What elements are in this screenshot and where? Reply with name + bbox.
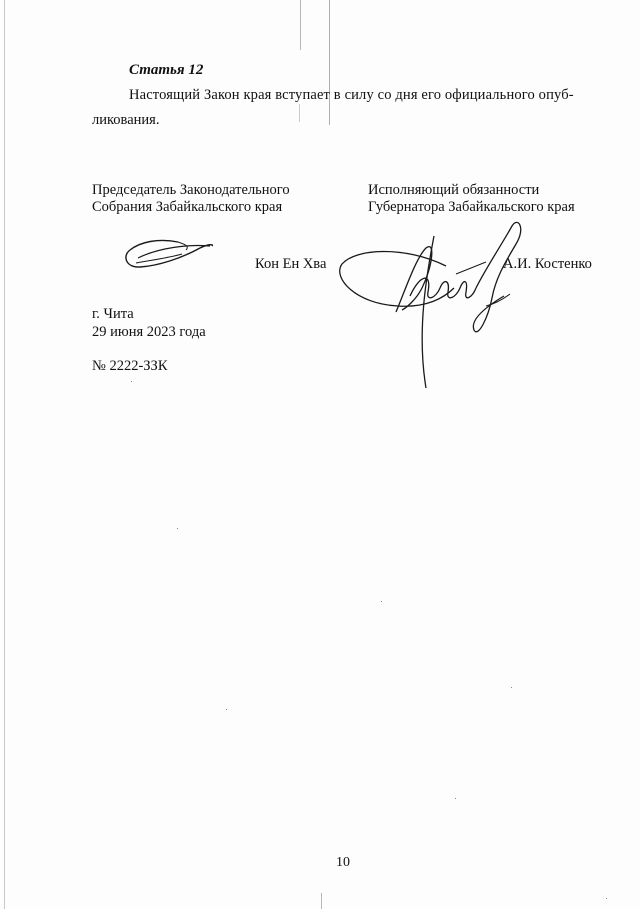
scan-edge-left — [4, 0, 5, 909]
article-text-line-2: ликования. — [92, 112, 160, 128]
article-text-line-1: Настоящий Закон края вступает в силу со дня его официального опуб- — [129, 87, 574, 103]
right-signatory-title — [368, 182, 575, 216]
scan-fold-line-bottom — [321, 893, 322, 909]
scan-speck — [606, 898, 607, 899]
scan-fold-line-top-2 — [329, 0, 330, 125]
place-and-date — [92, 305, 206, 341]
scan-fold-line-top — [300, 0, 301, 50]
signing-date: 29 июня 2023 года — [92, 324, 206, 340]
scan-speck — [177, 528, 178, 529]
page-number: 10 — [336, 855, 350, 870]
left-signatory-name: Кон Ен Хва — [255, 256, 327, 272]
right-signatory-title-line-1: Исполняющий обязанности — [368, 182, 540, 198]
left-signatory-title-line-1: Председатель Законодательного — [92, 182, 290, 198]
scan-speck — [511, 687, 512, 688]
document-number: № 2222-ЗЗК — [92, 358, 168, 374]
scan-speck — [381, 601, 382, 602]
left-signatory-title-line-2: Собрания Забайкальского края — [92, 199, 283, 215]
scan-speck — [455, 798, 456, 799]
article-title: Статья 12 — [129, 62, 204, 78]
right-signatory-title-line-2: Губернатора Забайкальского края — [368, 199, 575, 215]
left-signature-image — [118, 236, 218, 276]
city: г. Чита — [92, 306, 134, 322]
right-signature-image — [336, 218, 536, 393]
left-signatory-title — [92, 182, 290, 216]
scan-fold-line-mid — [299, 104, 300, 122]
right-signatory-name: А.И. Костенко — [503, 256, 592, 272]
scan-speck — [131, 381, 132, 382]
scan-speck — [226, 709, 227, 710]
